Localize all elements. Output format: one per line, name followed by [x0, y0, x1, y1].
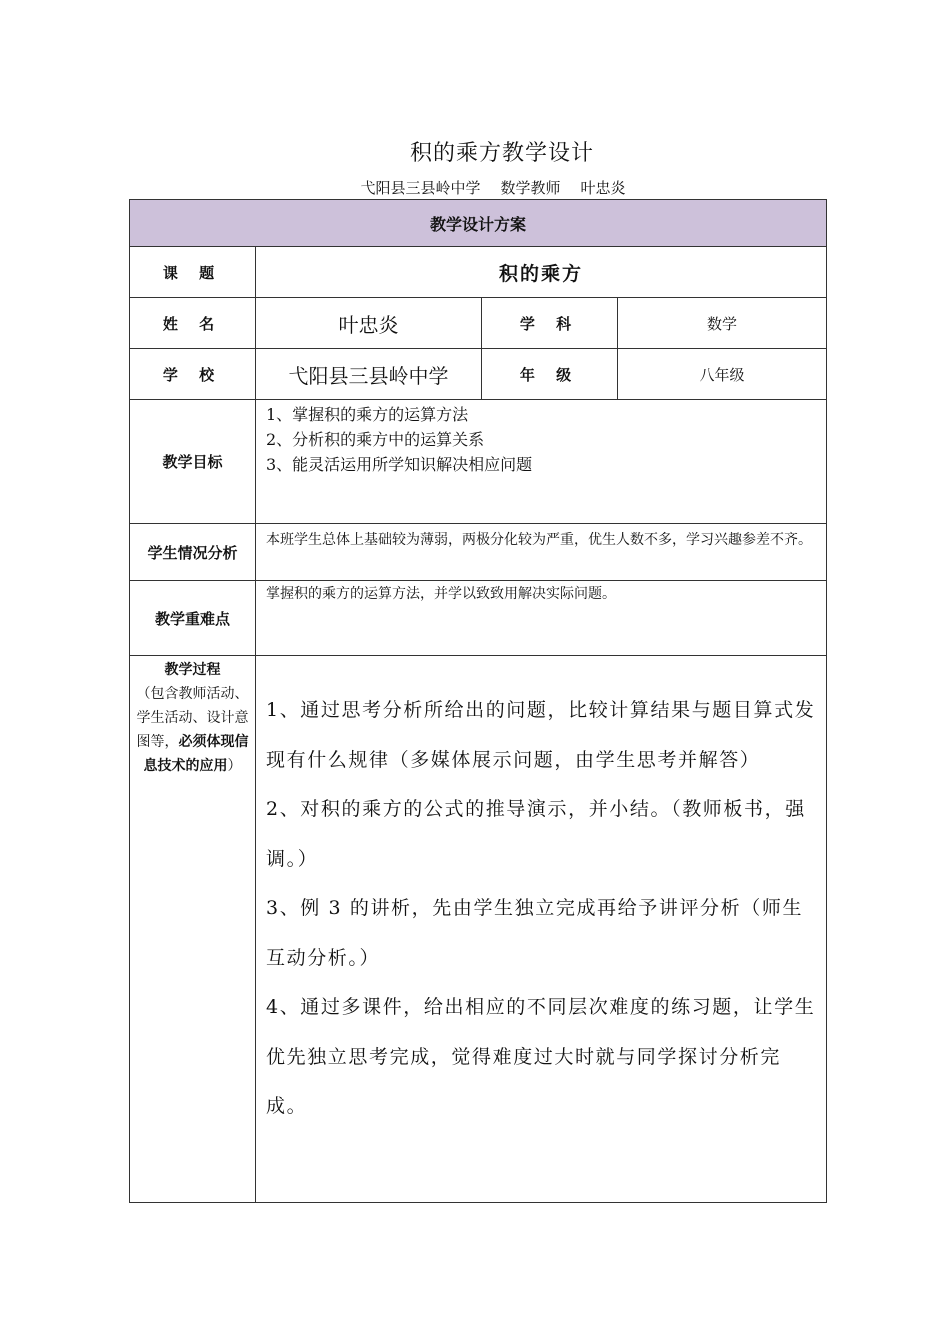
process-label-bold: 必须体现信息技术的应用	[143, 734, 249, 774]
goal-item: 1、掌握积的乘方的运算方法	[266, 405, 469, 424]
document-title: 积的乘方教学设计	[409, 141, 594, 166]
label-subject: 学 科	[482, 298, 618, 349]
label-grade: 年 级	[482, 349, 618, 400]
process-label-title: 教学过程	[164, 662, 221, 678]
row-keypoints	[130, 581, 827, 656]
goal-item: 3、能灵活运用所学知识解决相应问题	[266, 455, 533, 474]
process-step: 1、通过思考分析所给出的问题，比较计算结果与题目算式发现有什么规律（多媒体展示问题，由学生思考并解答）	[266, 699, 816, 771]
value-process	[256, 656, 827, 1203]
goal-item: 2、分析积的乘方中的运算关系	[266, 430, 485, 449]
table-header-row	[130, 200, 827, 247]
process-step: 3、例 3 的讲析，先由学生独立完成再给予讲评分析（师生互动分析。）	[266, 897, 804, 969]
table-header: 教学设计方案	[130, 200, 827, 247]
row-topic	[130, 247, 827, 298]
process-label-note: （包含教师活动、学生活动、设计意图等，	[136, 686, 249, 750]
subtitle-school: 弋阳县三县岭中学	[360, 179, 481, 197]
value-school: 弋阳县三县岭中学	[256, 349, 482, 400]
label-goals: 教学目标	[130, 400, 256, 524]
label-analysis: 学生情况分析	[130, 524, 256, 581]
label-school: 学 校	[130, 349, 256, 400]
value-topic: 积的乘方	[256, 247, 827, 298]
label-keypoints: 教学重难点	[130, 581, 256, 656]
value-name: 叶忠炎	[256, 298, 482, 349]
process-step: 4、通过多课件，给出相应的不同层次难度的练习题，让学生优先独立思考完成，觉得难度过大时就与同学探讨分析完成。	[266, 996, 816, 1117]
label-process	[130, 656, 256, 1203]
process-label-end: ）	[227, 758, 242, 774]
subtitle-teacher: 叶忠炎	[580, 179, 626, 197]
process-step: 2、对积的乘方的公式的推导演示，并小结。（教师板书，强调。）	[266, 798, 806, 870]
value-analysis: 本班学生总体上基础较为薄弱，两极分化较为严重，优生人数不多，学习兴趣参差不齐。	[256, 524, 827, 581]
row-analysis	[130, 524, 827, 581]
value-grade: 八年级	[618, 349, 827, 400]
value-keypoints: 掌握积的乘方的运算方法，并学以致致用解决实际问题。	[256, 581, 827, 656]
row-goals	[130, 400, 827, 524]
row-process	[130, 656, 827, 1203]
value-subject: 数学	[618, 298, 827, 349]
subtitle-role: 数学教师	[500, 179, 561, 197]
row-school	[130, 349, 827, 400]
document-subtitle	[0, 177, 950, 198]
label-name: 姓 名	[130, 298, 256, 349]
row-name	[130, 298, 827, 349]
label-topic: 课 题	[130, 247, 256, 298]
value-goals	[256, 400, 827, 524]
lesson-plan-table	[129, 199, 827, 1203]
